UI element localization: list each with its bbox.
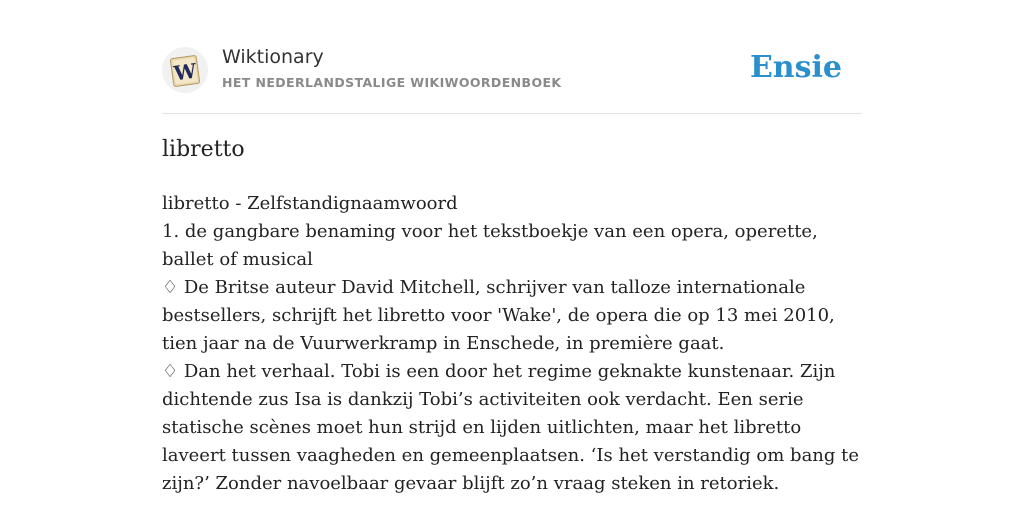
definition-text: 1. de gangbare benaming voor het tekstboekje van een opera, operette, ballet of musical [162,221,818,270]
example-sentence: ♢ De Britse auteur David Mitchell, schrijver van talloze internationale bestsellers, schrijft het libretto voor 'Wake', de opera die op 13 mei 2010, tien jaar na de Vuurwerkramp in Enschede, in première gaat. [162,277,835,354]
ensie-brand-link[interactable]: Ensie [749,50,842,85]
part-of-speech-line: libretto - Zelfstandignaamwoord [162,193,458,214]
wiktionary-logo-icon[interactable] [162,47,208,93]
logo-letter: W [172,58,198,86]
page-title: libretto [162,137,245,162]
site-tagline: HET NEDERLANDSTALIGE WIKIWOORDENBOEK [222,75,562,90]
site-header [162,44,862,96]
example-sentence: ♢ Dan het verhaal. Tobi is een door het regime geknakte kunstenaar. Zijn dichtende zus Isa is dankzij Tobi’s activiteiten ook verdacht. Een serie statische scènes moet hun strijd en lijden uitlichten, maar het libretto laveert tussen vaagheden en gemeenplaatsen. ‘Is het verstandig om bang te zijn?’ Zonder navoelbaar gevaar blijft zo’n vraag steken in retoriek. [162,361,860,494]
definition-block [162,190,862,498]
site-name[interactable]: Wiktionary [222,46,324,68]
header-divider [162,113,862,114]
